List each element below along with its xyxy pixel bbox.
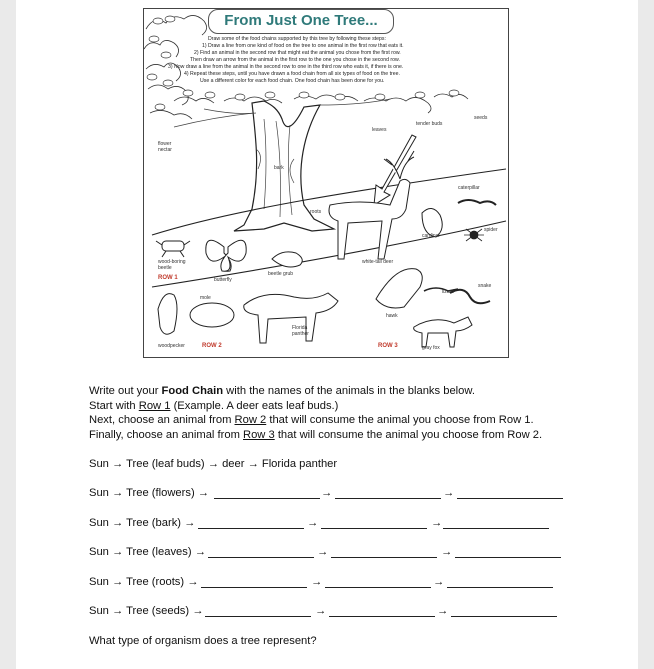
instruction-line: 3) Now draw a line from the animal in the second row to one in the third row who eats it, if there is one. — [168, 64, 404, 70]
instruction-line: Draw some of the food chains supported by this tree by following these steps: — [208, 36, 386, 42]
label-wood-boring-beetle: wood-boring beetle — [158, 259, 186, 271]
answer-blank[interactable] — [205, 616, 311, 617]
arrow-icon: → — [433, 576, 445, 588]
label-white-tail-deer: white-tail deer — [362, 259, 394, 265]
intro-line-3: Next, choose an animal from Row 2 that will consume the animal you choose from Row 1. — [89, 414, 534, 426]
figure-title: From Just One Tree... — [208, 9, 394, 34]
label-tender-buds: tender buds — [416, 121, 443, 127]
arrow-icon: → — [443, 487, 455, 499]
intro-line-2: Start with Row 1 (Example. A deer eats leaf buds.) — [89, 399, 339, 412]
intro-text — [89, 384, 542, 442]
label-gray-fox: gray fox — [422, 345, 440, 351]
arrow-icon: → — [315, 605, 327, 617]
label-lizard: lizard — [442, 289, 454, 295]
answer-blank[interactable] — [331, 557, 437, 558]
example-chain: Sun → Tree (leaf buds) → deer → Florida panther — [89, 458, 338, 470]
label-seeds: seeds — [474, 115, 488, 121]
chain-row-flowers: Sun → Tree (flowers) → → → — [89, 487, 569, 503]
food-web-illustration — [143, 8, 509, 358]
instruction-line: Use a different color for each food chain. One food chain has been done for you. — [200, 78, 385, 84]
answer-blank[interactable] — [198, 528, 304, 529]
instruction-line: 2) Find an animal in the second row that might eat the animal you chose from the first row. — [194, 50, 401, 56]
instruction-line: Then draw an arrow from the animal in the first row to the one you chose in the second row. — [190, 57, 400, 63]
answer-blank[interactable] — [201, 587, 307, 588]
question-text: What type of organism does a tree represent? — [89, 635, 317, 647]
row-3-label: ROW 3 — [378, 343, 398, 349]
answer-blank[interactable] — [451, 616, 557, 617]
label-beetle-grub: beetle grub — [268, 271, 294, 277]
answer-blank[interactable] — [335, 498, 441, 499]
label-bark: bark — [274, 165, 284, 171]
label-hawk: hawk — [386, 313, 398, 319]
label-flower-nectar: flower nectar — [158, 141, 172, 153]
arrow-icon: → — [317, 546, 329, 558]
instruction-line: 4) Repeat these steps, until you have drawn a food chain from all six types of food on the tree. — [184, 71, 400, 77]
arrow-icon: → — [441, 546, 453, 558]
arrow-icon: → — [321, 487, 333, 499]
label-mole: mole — [200, 295, 211, 301]
answer-blank[interactable] — [455, 557, 561, 558]
intro-line-1: Write out your Food Chain with the names of the animals in the blanks below. — [89, 385, 475, 397]
answer-blank[interactable] — [208, 557, 314, 558]
arrow-icon: → — [311, 576, 323, 588]
answer-blank[interactable] — [321, 528, 427, 529]
row-2-label: ROW 2 — [202, 343, 222, 349]
chain-row-leaves: Sun → Tree (leaves) → → → — [89, 546, 569, 562]
label-cardinal: cardinal — [422, 233, 440, 239]
label-florida-panther: Florida panther — [292, 325, 309, 337]
label-snake: snake — [478, 283, 492, 289]
answer-blank[interactable] — [214, 498, 320, 499]
arrow-icon: → — [437, 605, 449, 617]
answer-blank[interactable] — [447, 587, 553, 588]
arrow-icon: → — [431, 517, 443, 529]
answer-blank[interactable] — [443, 528, 549, 529]
instruction-line: 1) Draw a line from one kind of food on the tree to one animal in the first row that eats it. — [202, 43, 404, 49]
chain-row-roots: Sun → Tree (roots) → → → — [89, 576, 569, 592]
label-leaves: leaves — [372, 127, 387, 133]
answer-blank[interactable] — [329, 616, 435, 617]
label-caterpillar: caterpillar — [458, 185, 480, 191]
answer-blank[interactable] — [325, 587, 431, 588]
arrow-icon: → — [307, 517, 319, 529]
chain-row-bark: Sun → Tree (bark) → → → — [89, 517, 569, 533]
row-1-label: ROW 1 — [158, 275, 178, 281]
label-butterfly: butterfly — [214, 277, 232, 283]
food-chain-bold: Food Chain — [161, 385, 224, 397]
label-spider: spider — [484, 227, 498, 233]
label-roots: roots — [310, 209, 322, 215]
intro-line-4: Finally, choose an animal from Row 3 that will consume the animal you choose from Row 2. — [89, 428, 543, 441]
answer-blank[interactable] — [457, 498, 563, 499]
label-woodpecker: woodpecker — [158, 343, 185, 349]
chain-row-seeds: Sun → Tree (seeds) → → → — [89, 605, 569, 621]
